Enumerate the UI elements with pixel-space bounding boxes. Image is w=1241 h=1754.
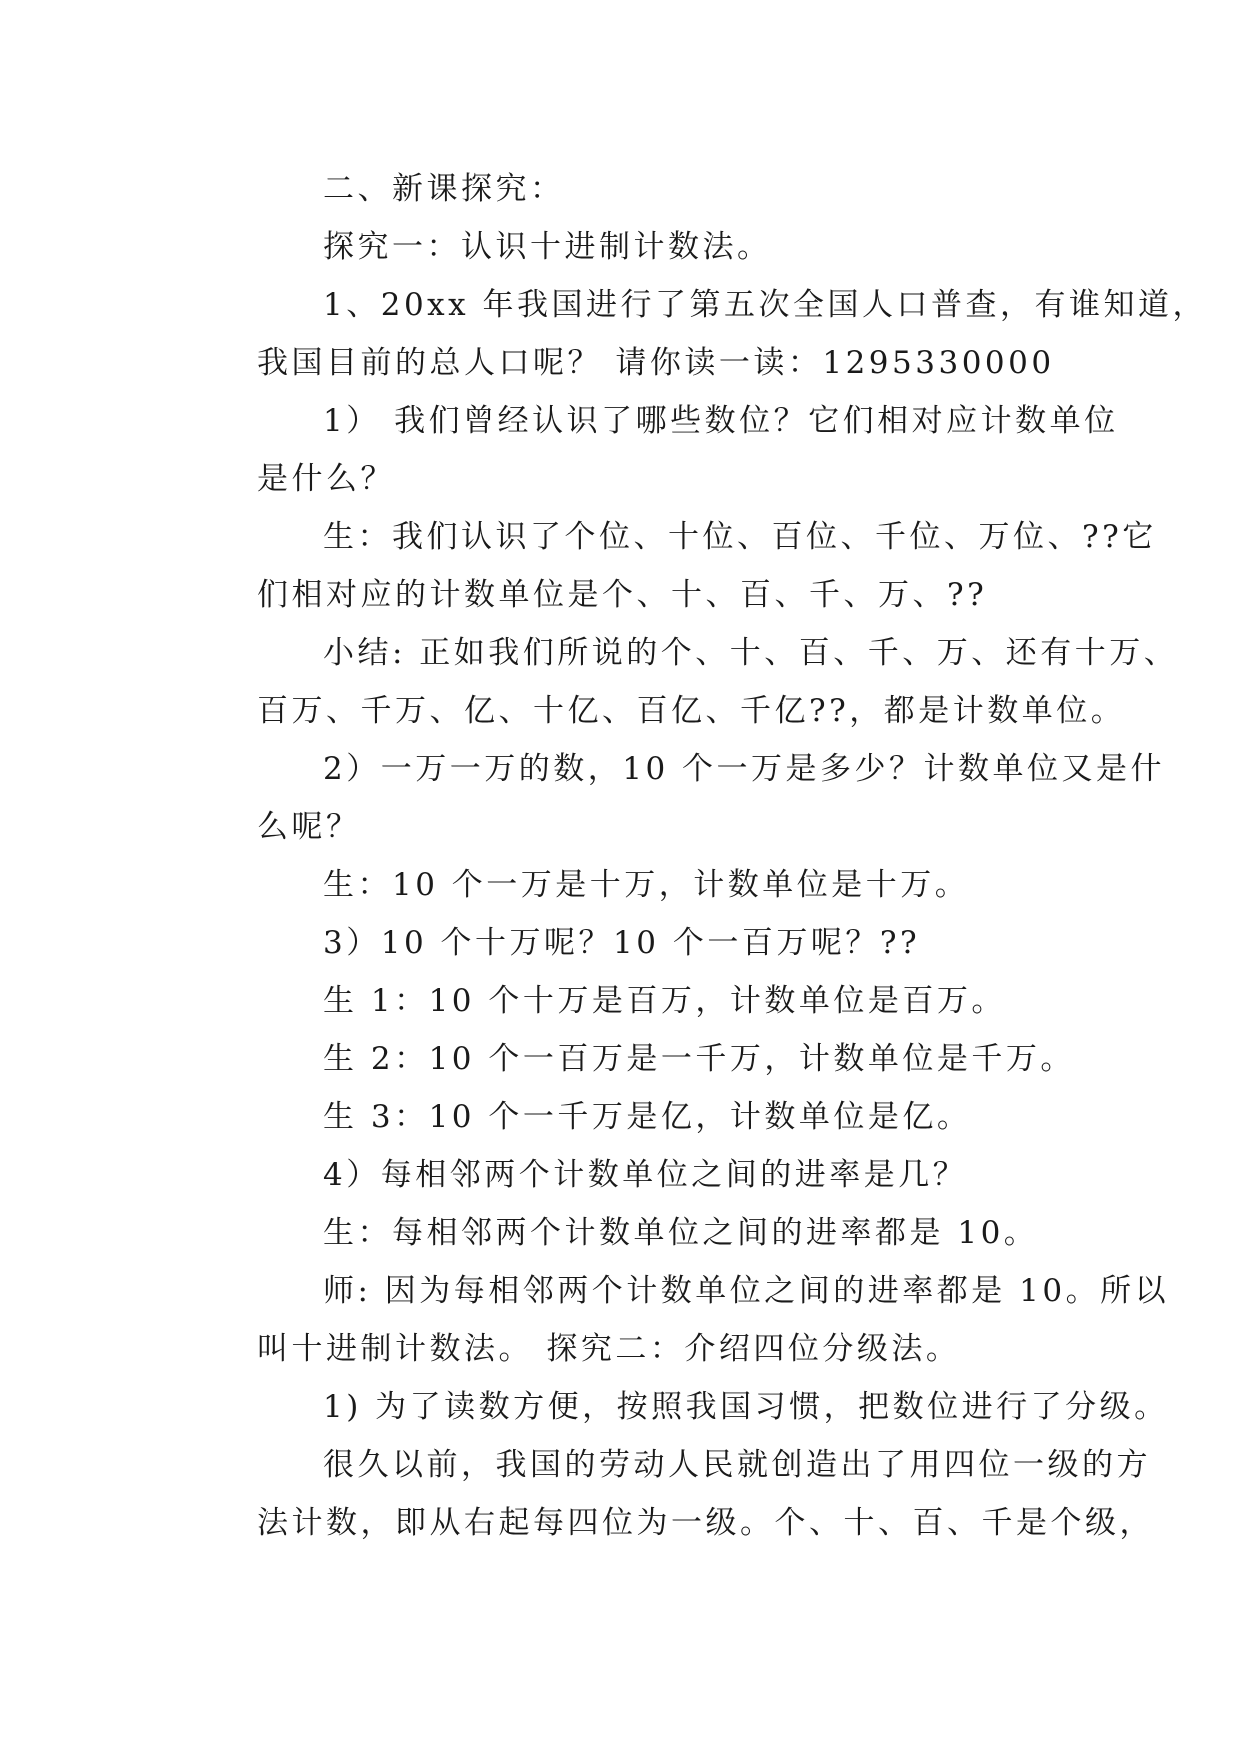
document-body [191,160,1207,1552]
text-line: 百万、千万、亿、十亿、百亿、千亿??，都是计数单位。 [257,693,1126,729]
text-line: 生：我们认识了个位、十位、百位、千位、万位、??它 [323,519,1157,555]
text-line: 3）10 个十万呢？10 个一百万呢？?? [323,925,921,961]
text-line: 么呢？ [257,809,361,845]
text-line: 师: 因为每相邻两个计数单位之间的进率都是 10。所以 [323,1273,1170,1309]
text-line: 生 1：10 个十万是百万，计数单位是百万。 [323,983,1006,1019]
text-line: 很久以前，我国的劳动人民就创造出了用四位一级的方 [323,1447,1151,1483]
text-line: 生 3：10 个一千万是亿，计数单位是亿。 [323,1099,972,1135]
text-line: 是什么？ [257,461,395,497]
text-line: 我国目前的总人口呢？ 请你读一读：1295330000 [257,345,1055,381]
text-line: 1) 为了读数方便，按照我国习惯，把数位进行了分级。 [323,1389,1169,1425]
text-line: 们相对应的计数单位是个、十、百、千、万、?? [257,577,988,613]
text-line: 生：10 个一万是十万，计数单位是十万。 [323,867,970,903]
text-line: 二、新课探究： [323,171,565,207]
text-block [191,160,1207,1552]
text-line: 法计数，即从右起每四位为一级。个、十、百、千是个级， [257,1505,1154,1541]
text-line: 探究一：认识十进制计数法。 [323,229,772,265]
text-line: 生 2：10 个一百万是一千万，计数单位是千万。 [323,1041,1075,1077]
text-line: 1） 我们曾经认识了哪些数位？它们相对应计数单位 [323,403,1119,439]
text-line: 小结: 正如我们所说的个、十、百、千、万、还有十万、 [323,635,1179,671]
text-line: 叫十进制计数法。 探究二：介绍四位分级法。 [257,1331,961,1367]
text-line: 2）一万一万的数，10 个一万是多少？计数单位又是什 [323,751,1166,787]
text-line: 4）每相邻两个计数单位之间的进率是几？ [323,1157,968,1193]
text-line: 1、20xx 年我国进行了第五次全国人口普查，有谁知道， [323,287,1207,323]
text-line: 生：每相邻两个计数单位之间的进率都是 10。 [323,1215,1039,1251]
